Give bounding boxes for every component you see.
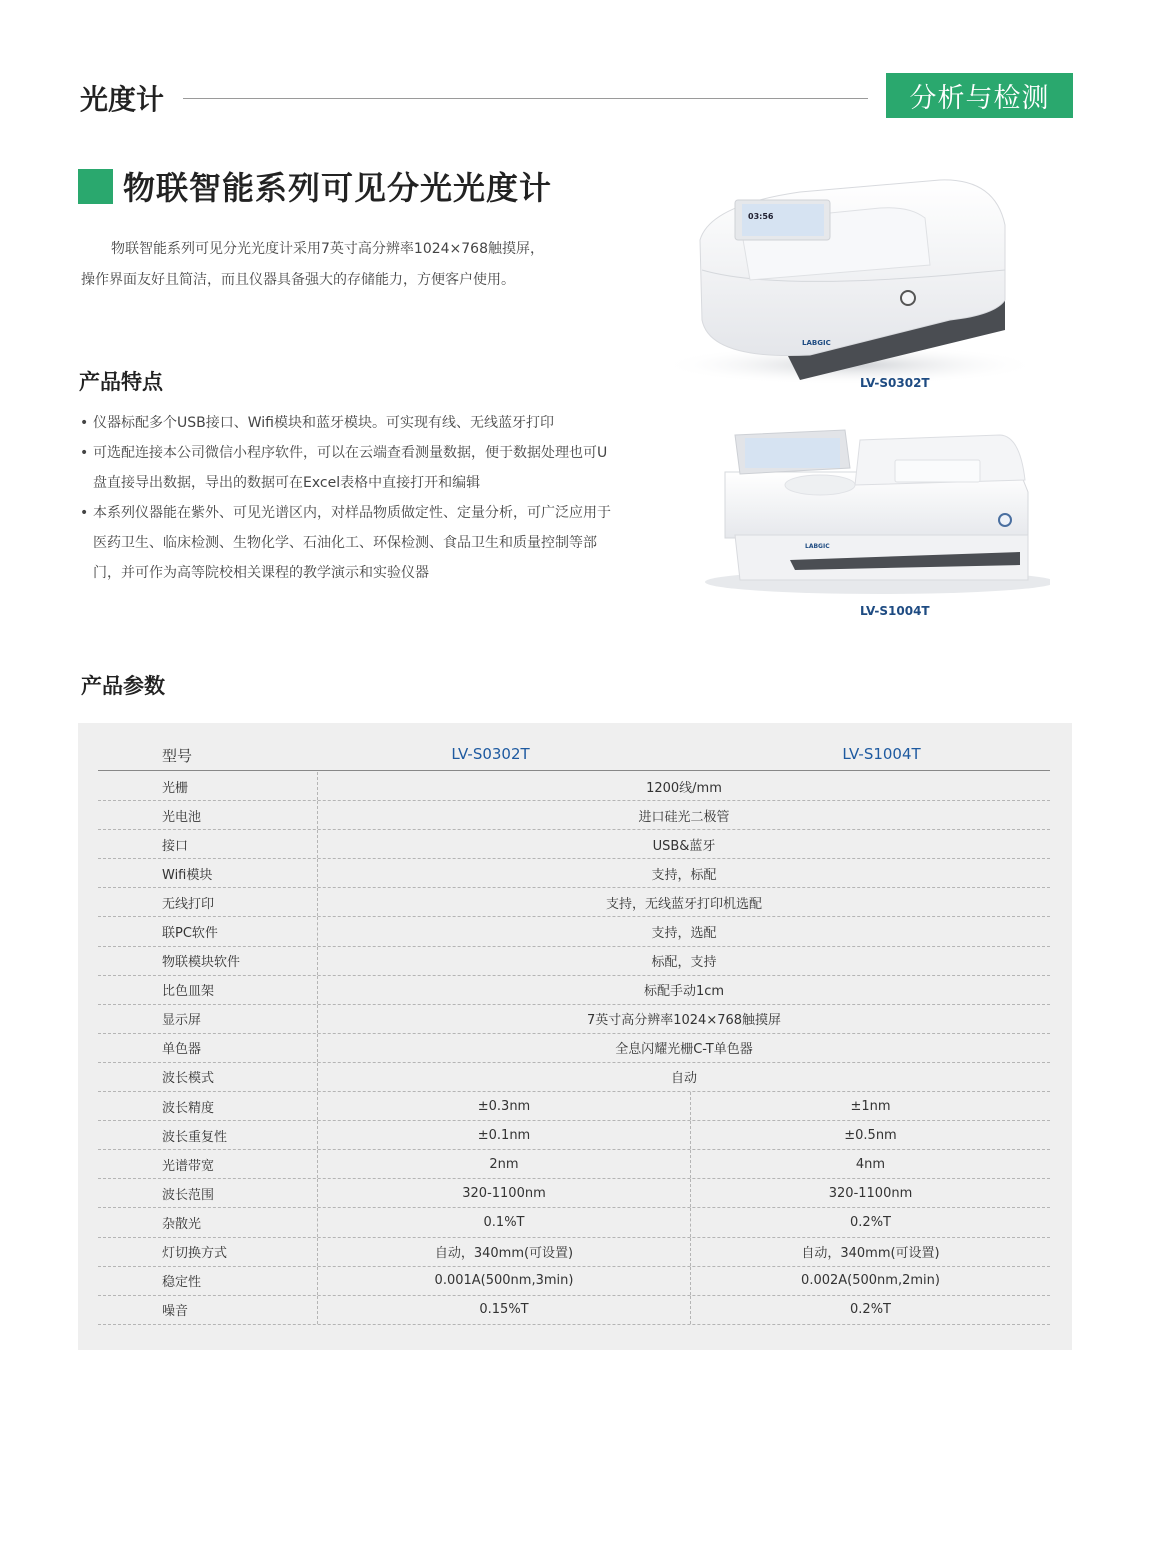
table-row (98, 1238, 1050, 1267)
features-list (80, 408, 620, 588)
row-label: 波长模式 (162, 1071, 215, 1087)
product-intro (81, 234, 611, 296)
row-value: 全息闪耀光栅C-T单色器 (317, 1034, 1050, 1062)
table-row (98, 1121, 1050, 1150)
row-value-model-a: 0.1%T (317, 1208, 690, 1236)
row-value-model-b: 0.2%T (690, 1296, 1050, 1324)
row-value: 1200线/mm (317, 772, 1050, 800)
row-value: 7英寸高分辨率1024×768触摸屏 (317, 1005, 1050, 1033)
row-value-model-b: ±0.5nm (690, 1121, 1050, 1149)
table-row (98, 1208, 1050, 1237)
table-row (98, 976, 1050, 1005)
row-label: 物联模块软件 (162, 955, 241, 971)
model-caption-a: LV-S0302T (860, 376, 930, 390)
row-value-model-b: 自动，340mm(可设置) (690, 1238, 1050, 1266)
row-label: 稳定性 (162, 1275, 202, 1291)
table-row (98, 888, 1050, 917)
row-value-model-b: ±1nm (690, 1092, 1050, 1120)
col-header-label: 型号 (162, 747, 193, 765)
features-heading: 产品特点 (79, 370, 163, 394)
row-label: 噪音 (162, 1304, 189, 1320)
table-row (98, 947, 1050, 976)
table-row (98, 830, 1050, 859)
table-body (98, 772, 1050, 1325)
product-title: 物联智能系列可见分光光度计 (123, 169, 553, 207)
brand-logo-b: LABGIC (805, 543, 830, 550)
brand-logo-a: LABGIC (802, 339, 831, 347)
feature-item: • 本系列仪器能在紫外、可见光谱区内，对样品物质做定性、定量分析，可广泛应用于医药卫生、临床检测、生物化学、石油化工、环保检测、食品卫生和质量控制等部门，并可作为高等院校相关课程的教学演示和实验仪器 (80, 498, 620, 588)
row-label: 比色皿架 (162, 984, 215, 1000)
row-label: 波长范围 (162, 1187, 215, 1203)
table-row (98, 1267, 1050, 1296)
row-label: 无线打印 (162, 896, 215, 912)
params-heading: 产品参数 (81, 674, 165, 698)
row-label: 单色器 (162, 1042, 202, 1058)
bullet-icon: • (80, 415, 89, 431)
intro-line: 操作界面友好且简洁，而且仪器具备强大的存储能力，方便客户使用。 (81, 272, 515, 288)
table-row (98, 1005, 1050, 1034)
bullet-icon: • (80, 505, 89, 521)
screen-time: 03:56 (748, 212, 774, 221)
row-value: 支持，选配 (317, 917, 1050, 945)
row-label: 联PC软件 (162, 926, 218, 942)
row-label: Wifi模块 (162, 867, 213, 883)
table-row (98, 1063, 1050, 1092)
row-label: 光栅 (162, 780, 189, 796)
header-divider (183, 98, 868, 99)
feature-item: • 仪器标配多个USB接口、Wifi模块和蓝牙模块。可实现有线、无线蓝牙打印 (80, 408, 620, 438)
col-header-model-b: LV-S1004T (842, 745, 921, 763)
col-header-model-a: LV-S0302T (451, 745, 530, 763)
page-header (0, 0, 1150, 130)
row-value: 标配手动1cm (317, 976, 1050, 1004)
intro-line: 物联智能系列可见分光光度计采用7英寸高分辨率1024×768触摸屏， (111, 241, 544, 257)
row-value: 支持，无线蓝牙打印机选配 (317, 888, 1050, 916)
row-value-model-a: 2nm (317, 1150, 690, 1178)
category-title: 光度计 (80, 83, 165, 116)
row-label: 波长重复性 (162, 1129, 228, 1145)
table-row (98, 1034, 1050, 1063)
row-value: USB&蓝牙 (317, 830, 1050, 858)
row-value-model-a: 0.001A(500nm,3min) (317, 1267, 690, 1295)
table-header (98, 741, 1050, 771)
row-value: 进口硅光二极管 (317, 801, 1050, 829)
table-row (98, 801, 1050, 830)
row-value-model-a: 320-1100nm (317, 1179, 690, 1207)
table-row (98, 1092, 1050, 1121)
table-row (98, 859, 1050, 888)
product-image-lv-s1004t (700, 420, 1050, 595)
row-label: 波长精度 (162, 1100, 215, 1116)
feature-item: • 可选配连接本公司微信小程序软件，可以在云端查看测量数据，便于数据处理也可U盘直接导出数据，导出的数据可在Excel表格中直接打开和编辑 (80, 438, 620, 498)
table-row (98, 917, 1050, 946)
row-value-model-a: ±0.3nm (317, 1092, 690, 1120)
row-label: 杂散光 (162, 1216, 202, 1232)
table-row (98, 1296, 1050, 1325)
row-label: 灯切换方式 (162, 1246, 228, 1262)
row-label: 光谱带宽 (162, 1158, 215, 1174)
row-value-model-a: 自动，340mm(可设置) (317, 1238, 690, 1266)
table-row (98, 1150, 1050, 1179)
row-value: 自动 (317, 1063, 1050, 1091)
bullet-icon: • (80, 445, 89, 461)
section-badge: 分析与检测 (886, 73, 1073, 118)
row-value-model-b: 0.002A(500nm,2min) (690, 1267, 1050, 1295)
row-label: 接口 (162, 838, 189, 854)
row-value-model-b: 4nm (690, 1150, 1050, 1178)
row-value: 支持，标配 (317, 859, 1050, 887)
row-value-model-a: 0.15%T (317, 1296, 690, 1324)
product-image-lv-s0302t (650, 170, 1040, 385)
model-caption-b: LV-S1004T (860, 604, 930, 618)
table-row (98, 1179, 1050, 1208)
row-value: 标配，支持 (317, 947, 1050, 975)
row-label: 光电池 (162, 809, 202, 825)
product-title-block (78, 163, 552, 209)
params-table (78, 723, 1072, 1350)
row-value-model-a: ±0.1nm (317, 1121, 690, 1149)
table-row (98, 772, 1050, 801)
row-label: 显示屏 (162, 1013, 202, 1029)
row-value-model-b: 320-1100nm (690, 1179, 1050, 1207)
row-value-model-b: 0.2%T (690, 1208, 1050, 1236)
title-marker (78, 169, 113, 204)
